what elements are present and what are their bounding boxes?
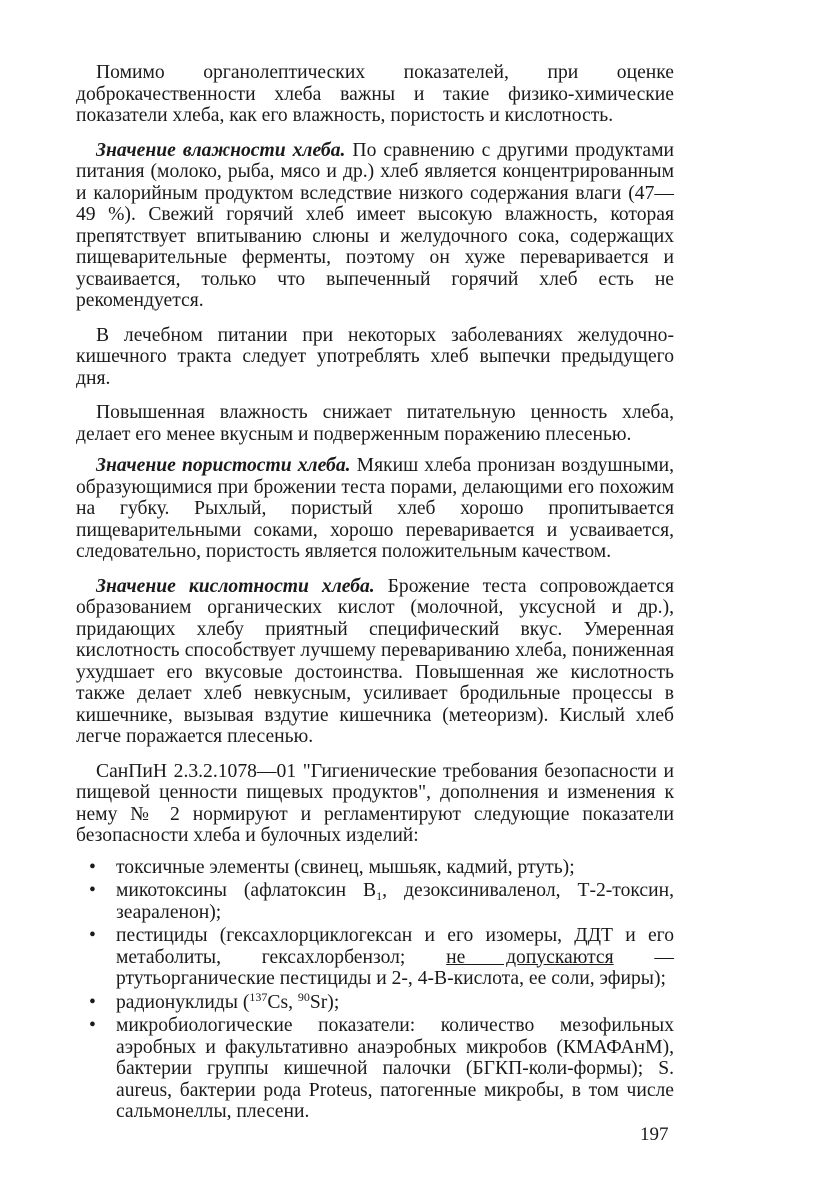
radionuclides-text-start: радионуклиды ( bbox=[116, 991, 250, 1013]
radionuclides-cs: Cs, bbox=[267, 991, 298, 1013]
porosity-paragraph bbox=[76, 455, 674, 563]
bullet-icon: • bbox=[89, 880, 96, 901]
bullet-icon: • bbox=[89, 1015, 96, 1036]
page-number: 197 bbox=[640, 1124, 669, 1145]
mycotoxins-text-start: микотоксины (афлатоксин B bbox=[116, 880, 377, 901]
list-item bbox=[76, 880, 674, 923]
mycotoxins-text-end: , дезоксиниваленол, Т-2-токсин, зеараленон); bbox=[116, 880, 674, 923]
acidity-paragraph bbox=[76, 576, 674, 748]
bullet-icon: • bbox=[89, 856, 96, 878]
safety-indicators-list bbox=[76, 857, 674, 1123]
moisture-paragraph bbox=[76, 140, 674, 312]
list-item bbox=[76, 1015, 674, 1123]
list-item bbox=[76, 989, 674, 1014]
bullet-icon: • bbox=[89, 925, 96, 946]
cs-isotope-number: 137 bbox=[249, 989, 268, 1004]
toxic-elements-text: токсичные элементы (свинец, мышьяк, кадмий, ртуть); bbox=[116, 856, 575, 878]
moisture-heading: Значение влажности хлеба. bbox=[96, 139, 346, 161]
pesticides-text-start: пестициды (гексахлорциклогексан и его изомеры, ДДТ и его метаболиты, гексахлорбензол; bbox=[116, 925, 674, 968]
bullet-icon: • bbox=[89, 991, 96, 1013]
porosity-heading: Значение пористости хлеба. bbox=[96, 455, 351, 476]
page-text bbox=[76, 62, 674, 1125]
intro-paragraph: Помимо органолептических показателей, при оценке доброкачественности хлеба важны и такие физико-химические показатели хлеба, как его влажность, пористость и кислотность. bbox=[76, 62, 674, 126]
list-item bbox=[76, 857, 674, 879]
pesticides-text-end: — ртутьорганические пестициды и 2-, 4-В-кислота, ее соли, эфиры); bbox=[116, 946, 675, 989]
moisture-body: По сравнению с другими продуктами питания (молоко, рыба, мясо и др.) хлеб является концентрированным и калорийным продуктом вследствие низкого содержания влаги (47—49 %). Свежий горячий хлеб имеет высокую влажность, которая препятствует впитыванию слюны и желудочного сока, содержащих пищеварительные ферменты, поэтому он хуже переваривается и усваивается, только что выпеченный горячий хлеб есть не рекомендуется. bbox=[76, 139, 674, 311]
microbiology-text: микробиологические показатели: количество мезофильных аэробных и факультативно анаэробных микробов (КМАФАнМ), бактерии группы кишечной палочки (БГКП-коли-формы); S. aureus, бактерии рода Proteus, патогенные микробы, в том числе сальмонеллы, плесени. bbox=[116, 1015, 674, 1122]
mycotoxins-subscript: 1 bbox=[376, 889, 383, 903]
pesticides-not-allowed: не допускаются bbox=[446, 946, 614, 968]
radionuclides-text-end: Sr); bbox=[309, 991, 340, 1013]
diet-paragraph: В лечебном питании при некоторых заболеваниях желудочно-кишечного тракта следует употреблять хлеб выпечки предыдущего дня. bbox=[76, 324, 674, 389]
sanpin-paragraph: СанПиН 2.3.2.1078—01 "Гигиенические требования безопасности и пищевой ценности пищевых продуктов", дополнения и изменения к нему № 2 нормируют и регламентируют следующие показатели безопасности хлеба и булочных изделий: bbox=[76, 760, 674, 846]
humidity-effect-paragraph: Повышенная влажность снижает питательную ценность хлеба, делает его менее вкусным и подверженным поражению плесенью. bbox=[76, 402, 674, 445]
acidity-body: Брожение теста сопровождается образованием органических кислот (молочной, уксусной и др.), придающих хлебу приятный специфический вкус. Умеренная кислотность способствует лучшему перевариванию хлеба, пониженная ухудшает его вкусовые достоинства. Повышенная же кислотность также делает хлеб невкусным, усиливает бродильные процессы в кишечнике, вызывая вздутие кишечника (метеоризм). Кислый хлеб легче поражается плесенью. bbox=[76, 575, 674, 747]
acidity-heading: Значение кислотности хлеба. bbox=[96, 575, 375, 597]
porosity-body: Мякиш хлеба пронизан воздушными, образующимися при брожении теста порами, делающими его похожим на губку. Рыхлый, пористый хлеб хорошо пропитывается пищеварительными соками, хорошо переваривается и усваивается, следовательно, пористость является положительным качеством. bbox=[76, 455, 674, 562]
list-item bbox=[76, 925, 674, 990]
sr-isotope-number: 90 bbox=[297, 989, 310, 1004]
